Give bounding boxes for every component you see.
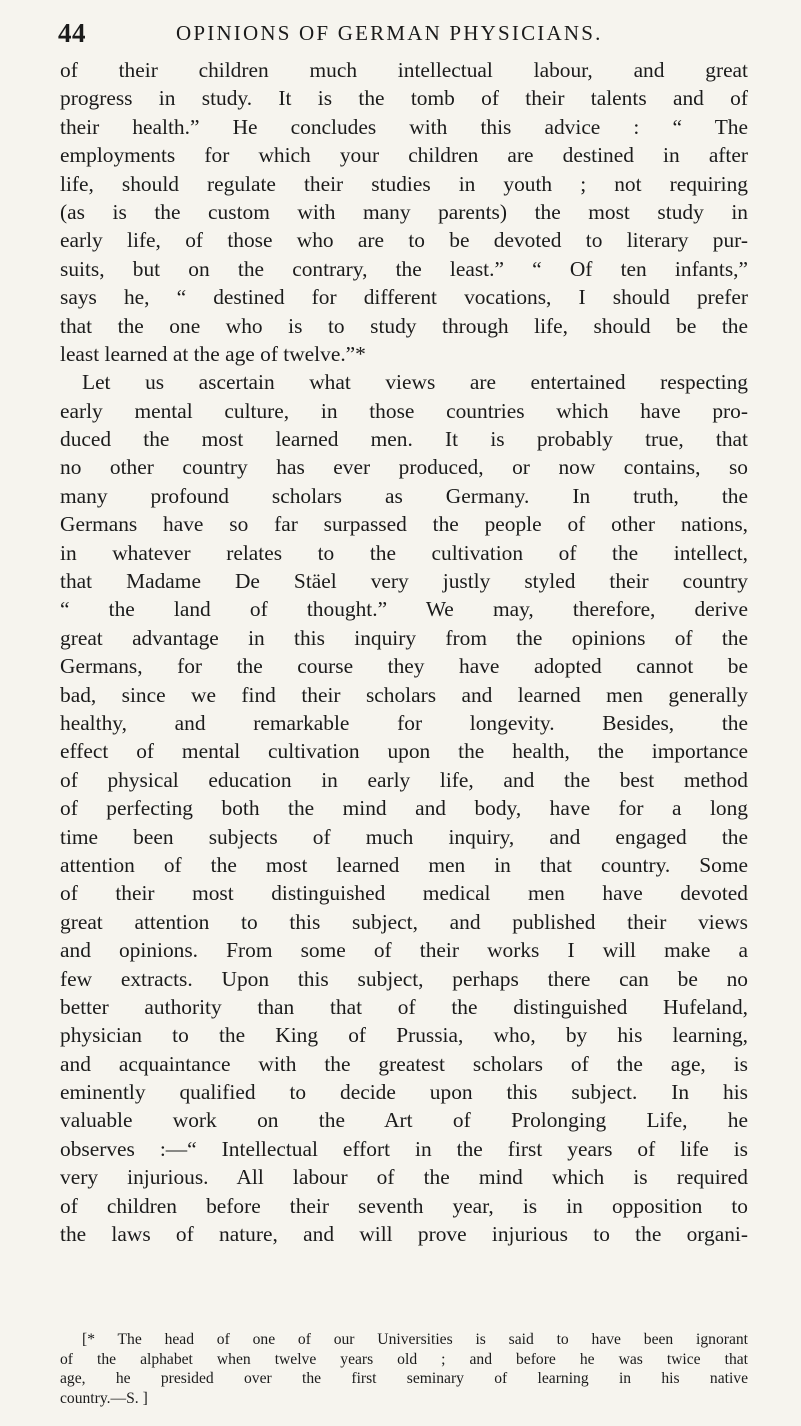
text-line: (as is the custom with many parents) the most study in	[60, 199, 748, 224]
text-line: Germans, for the course they have adopted cannot be	[60, 654, 748, 679]
text-line: least learned at the age of twelve.”*	[60, 341, 366, 366]
text-line: healthy, and remarkable for longevity. Besides, the	[60, 710, 748, 735]
text-line: few extracts. Upon this subject, perhaps there can be no	[60, 966, 748, 991]
text-line: of physical education in early life, and the best method	[60, 767, 748, 792]
text-line: duced the most learned men. It is probably true, that	[60, 427, 748, 452]
text-line: in whatever relates to the cultivation of the intellect,	[60, 540, 748, 565]
text-line: life, should regulate their studies in youth ; not requiring	[60, 171, 748, 196]
text-line: time been subjects of much inquiry, and engaged the	[60, 824, 748, 849]
text-line: valuable work on the Art of Prolonging Life, he	[60, 1108, 748, 1133]
footnote	[60, 1330, 748, 1408]
footnote-line: country.—S. ]	[60, 1389, 148, 1407]
text-line: of their children much intellectual labour, and great	[60, 58, 748, 82]
text-line: observes :—“ Intellectual effort in the first years of life is	[60, 1136, 748, 1161]
page-number: 44	[58, 18, 86, 48]
text-line: physician to the King of Prussia, who, by his learning,	[60, 1023, 748, 1048]
text-line: very injurious. All labour of the mind which is required	[60, 1165, 748, 1190]
running-head: OPINIONS OF GERMAN PHYSICIANS.	[176, 21, 603, 45]
footnote-line: [* The head of one of our Universities is said to have been ignorant	[82, 1331, 748, 1348]
text-line: that the one who is to study through life, should be the	[60, 313, 748, 338]
text-line: eminently qualified to decide upon this subject. In his	[60, 1080, 748, 1105]
page-header	[58, 14, 743, 54]
text-line: their health.” He concludes with this advice : “ The	[60, 114, 748, 139]
text-line: early life, of those who are to be devoted to literary pur-	[60, 228, 748, 253]
text-line: suits, but on the contrary, the least.” “ Of ten infants,”	[60, 256, 748, 281]
text-line: better authority than that of the distinguished Hufeland,	[60, 994, 748, 1019]
footnote-line: of the alphabet when twelve years old ; and before he was twice that	[60, 1350, 748, 1368]
footnote-line: age, he presided over the first seminary of learning in his native	[60, 1370, 748, 1388]
text-line: and opinions. From some of their works I will make a	[60, 938, 748, 963]
text-line: many profound scholars as Germany. In truth, the	[60, 483, 748, 508]
text-line: Let us ascertain what views are entertained respecting	[82, 370, 748, 395]
text-line: early mental culture, in those countries which have pro-	[60, 398, 748, 423]
text-line: employments for which your children are destined in after	[60, 143, 748, 168]
text-line: great advantage in this inquiry from the opinions of the	[60, 625, 748, 650]
text-line: that Madame De Stäel very justly styled their country	[60, 569, 748, 594]
text-line: the laws of nature, and will prove injurious to the organi-	[60, 1222, 748, 1247]
text-line: and acquaintance with the greatest scholars of the age, is	[60, 1051, 748, 1076]
text-line: Germans have so far surpassed the people of other nations,	[60, 512, 748, 537]
text-line: great attention to this subject, and published their views	[60, 909, 748, 934]
body-text	[60, 56, 748, 1248]
text-line: “ the land of thought.” We may, therefore, derive	[60, 597, 748, 622]
text-line: of children before their seventh year, is in opposition to	[60, 1193, 748, 1218]
text-line: says he, “ destined for different vocations, I should prefer	[60, 285, 748, 310]
text-line: no other country has ever produced, or now contains, so	[60, 455, 748, 480]
text-line: effect of mental cultivation upon the health, the importance	[60, 739, 748, 764]
text-line: of their most distinguished medical men have devoted	[60, 881, 748, 906]
text-line: attention of the most learned men in that country. Some	[60, 852, 748, 877]
text-line: of perfecting both the mind and body, have for a long	[60, 796, 748, 821]
text-line: progress in study. It is the tomb of their talents and of	[60, 86, 748, 111]
text-line: bad, since we find their scholars and learned men generally	[60, 682, 748, 707]
